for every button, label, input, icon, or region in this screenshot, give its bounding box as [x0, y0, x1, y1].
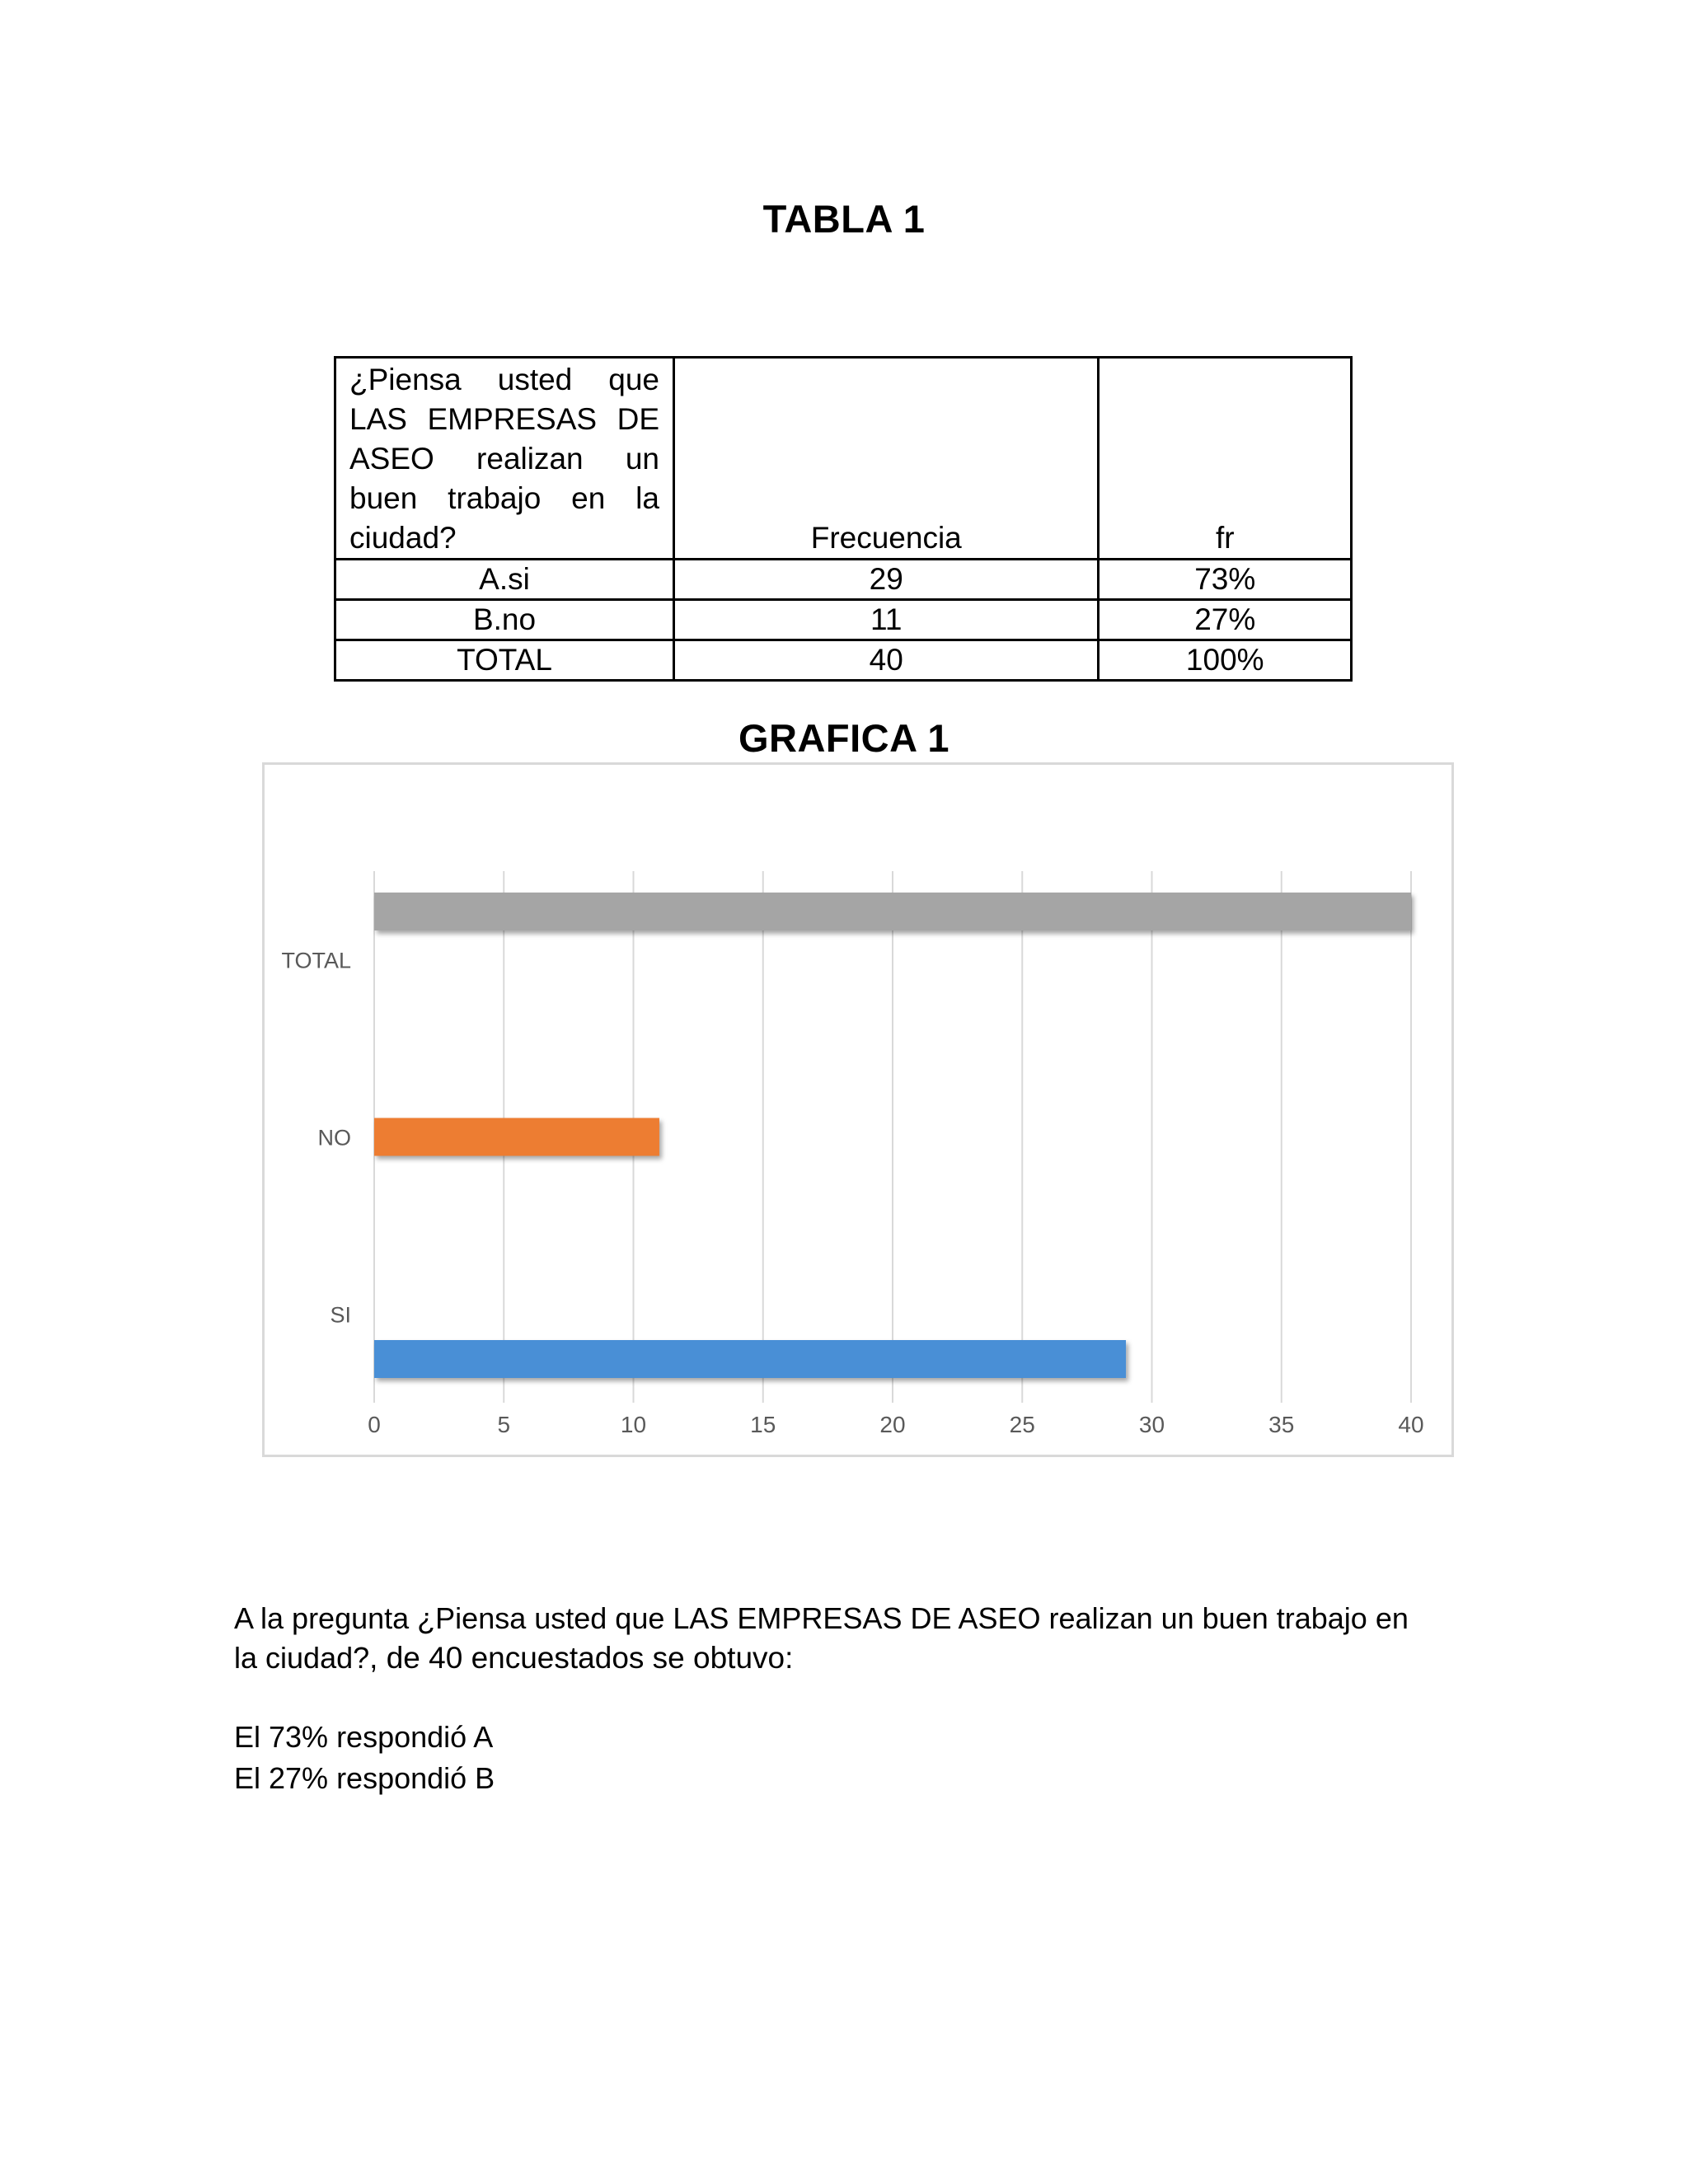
y-category-label: SI	[330, 1302, 351, 1328]
x-tick-label: 35	[1268, 1412, 1295, 1437]
frequency-cell: 40	[674, 640, 1099, 681]
chart-title: GRAFICA 1	[738, 716, 950, 760]
frequency-header: Frecuencia	[674, 358, 1099, 560]
x-tick-label: 5	[497, 1412, 511, 1437]
fr-cell: 100%	[1099, 640, 1352, 681]
x-tick-label: 15	[750, 1412, 776, 1437]
y-category-label: TOTAL	[281, 948, 351, 973]
question-header: ¿Piensa usted que LAS EMPRESAS DE ASEO realizan un buen trabajo en la ciudad?	[335, 358, 674, 560]
y-category-label: NO	[317, 1125, 351, 1151]
bar-total	[374, 893, 1411, 930]
frequency-cell: 11	[674, 600, 1099, 640]
option-cell: A.si	[335, 560, 674, 600]
frequency-cell: 29	[674, 560, 1099, 600]
survey-table	[334, 356, 1353, 682]
x-tick-label: 10	[620, 1412, 647, 1437]
fr-cell: 27%	[1099, 600, 1352, 640]
x-tick-label: 40	[1398, 1412, 1424, 1437]
option-cell: B.no	[335, 600, 674, 640]
x-tick-label: 0	[368, 1412, 381, 1437]
fr-cell: 73%	[1099, 560, 1352, 600]
result-line-b: El 27% respondió B	[234, 1761, 495, 1795]
bar-si	[374, 1340, 1126, 1378]
table-row	[335, 640, 1352, 681]
summary-count: , de 40 encuestados se obtuvo:	[369, 1641, 794, 1675]
summary-paragraph	[234, 1599, 1437, 1678]
x-tick-label: 20	[879, 1412, 906, 1437]
x-tick-label: 30	[1138, 1412, 1165, 1437]
table-row	[335, 560, 1352, 600]
result-line-a: El 73% respondió A	[234, 1720, 494, 1754]
table-title: TABLA 1	[762, 197, 926, 241]
summary-question: A la pregunta ¿Piensa usted que LAS EMPRESAS DE ASEO realizan un buen trabajo en la ciudad?	[234, 1601, 1409, 1675]
fr-header: fr	[1099, 358, 1352, 560]
bar-chart	[262, 762, 1454, 1457]
option-cell: TOTAL	[335, 640, 674, 681]
bar-no	[374, 1118, 659, 1156]
table-header-row	[335, 358, 1352, 560]
table-row	[335, 600, 1352, 640]
x-tick-label: 25	[1009, 1412, 1035, 1437]
